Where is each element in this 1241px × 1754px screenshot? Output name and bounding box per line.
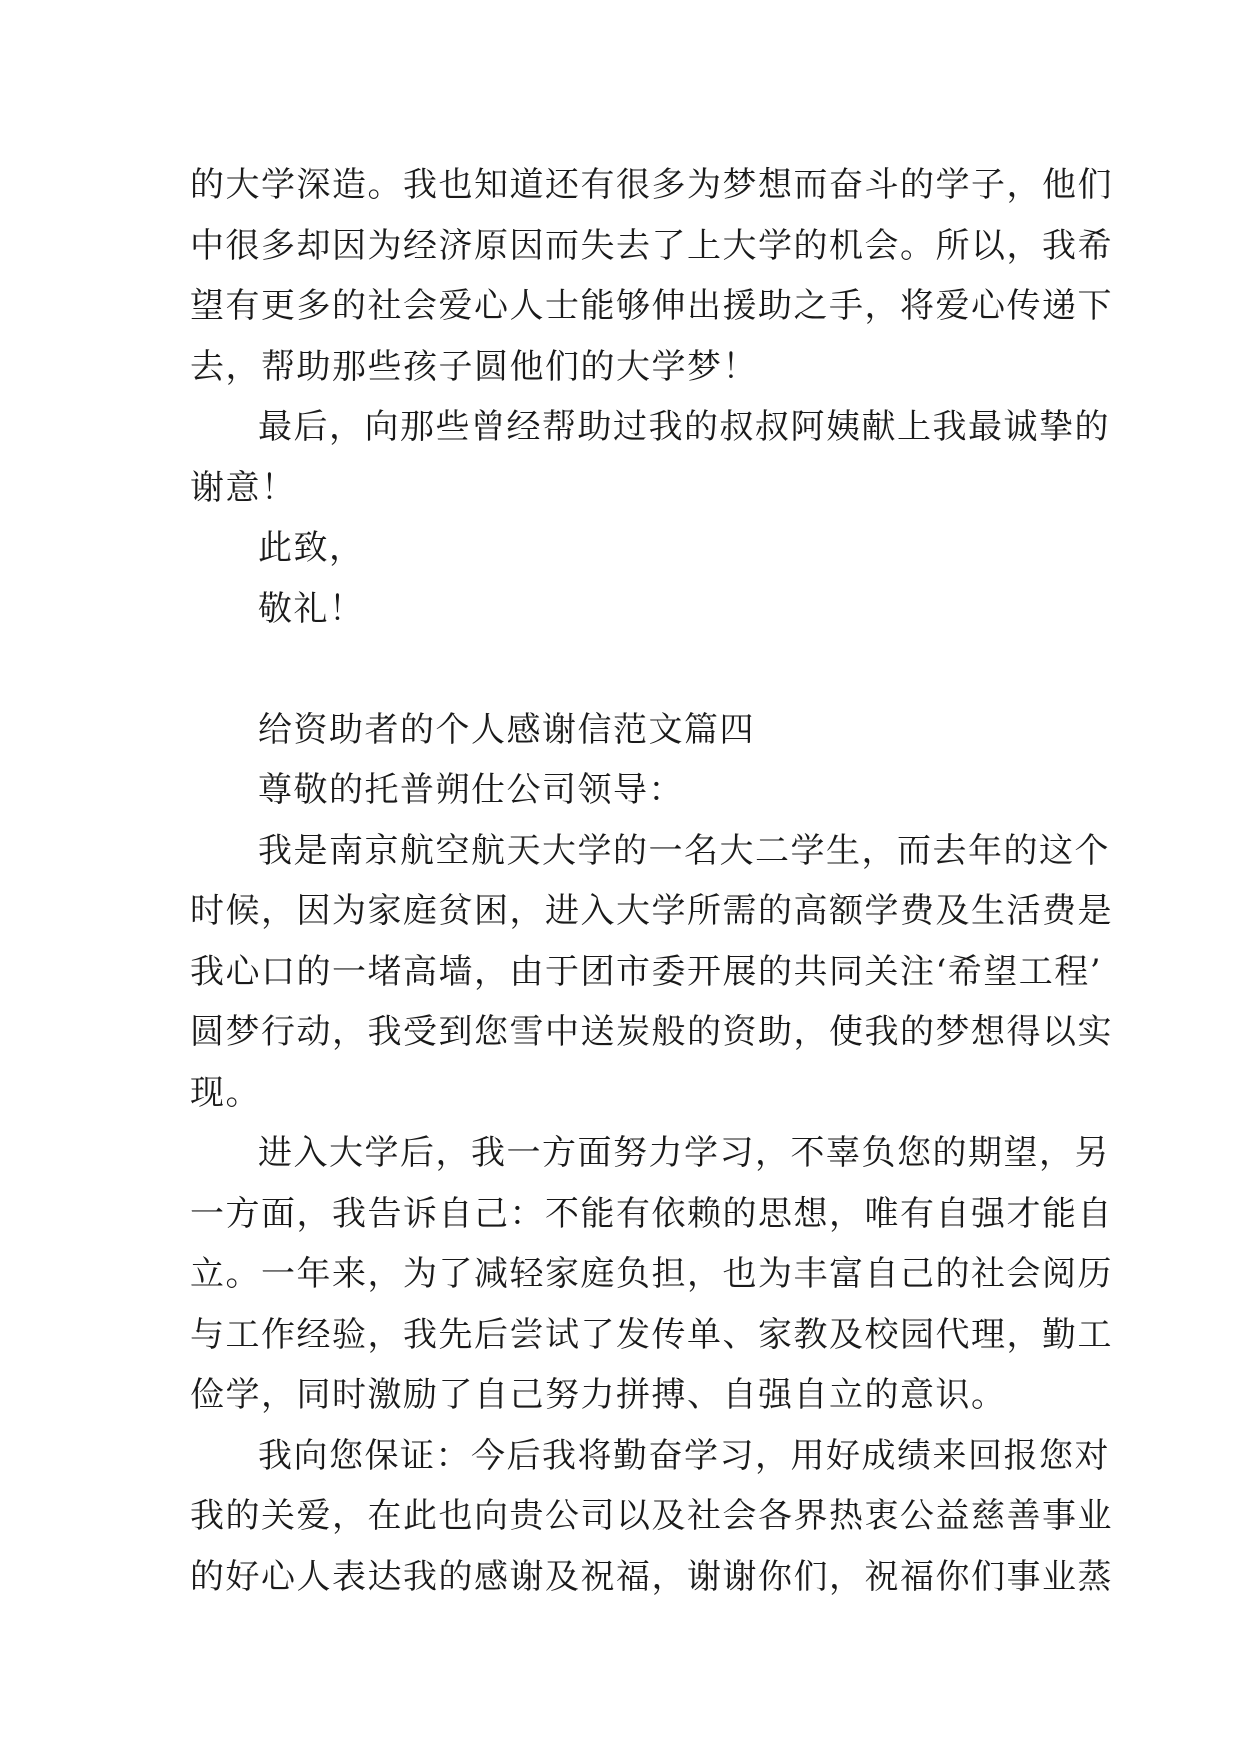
text-line: 中很多却因为经济原因而失去了上大学的机会。所以，我希 [190, 225, 1113, 266]
text-line: 最后，向那些曾经帮助过我的叔叔阿姨献上我最诚挚的 [258, 407, 1110, 447]
paragraph-1 [190, 821, 1113, 1124]
text-line: 进入大学后，我一方面努力学习，不辜负您的期望，另 [258, 1133, 1110, 1173]
paragraph-2 [190, 1123, 1113, 1426]
text-line: 望有更多的社会爱心人士能够伸出援助之手，将爱心传递下 [190, 286, 1113, 326]
letter-body [190, 155, 1113, 1607]
text-line: 时候，因为家庭贫困，进入大学所需的高额学费及生活费是 [190, 891, 1113, 931]
closing-block [190, 518, 1060, 639]
text-line: 现。 [190, 1072, 261, 1113]
text-line: 与工作经验，我先后尝试了发传单、家教及校园代理，勤工 [190, 1314, 1113, 1355]
text-line: 我是南京航空航天大学的一名大二学生，而去年的这个 [258, 830, 1110, 871]
text-line: 立。一年来，为了减轻家庭负担，也为丰富自己的社会阅历 [190, 1254, 1113, 1294]
text-line: 的好心人表达我的感谢及祝福，谢谢你们，祝福你们事业蒸 [190, 1556, 1113, 1597]
text-line: 我向您保证：今后我将勤奋学习，用好成绩来回报您对 [258, 1435, 1110, 1476]
text-line: 的大学深造。我也知道还有很多为梦想而奋斗的学子，他们 [190, 165, 1113, 205]
blank-line [190, 639, 1060, 700]
text-line: 一方面，我告诉自己：不能有依赖的思想，唯有自强才能自 [190, 1193, 1113, 1234]
text-line: 俭学，同时激励了自己努力拼搏、自强自立的意识。 [190, 1375, 1007, 1415]
closing-line: 敬礼！ [258, 588, 365, 629]
text-line: 圆梦行动，我受到您雪中送炭般的资助，使我的梦想得以实 [190, 1012, 1113, 1052]
paragraph-3 [190, 1426, 1113, 1608]
text-line: 我的关爱，在此也向贵公司以及社会各界热衷公益慈善事业 [190, 1496, 1113, 1536]
text-line: 谢意！ [190, 467, 297, 508]
paragraph-thanks [190, 397, 1110, 518]
text-line: 去，帮助那些孩子圆他们的大学梦！ [190, 346, 758, 387]
salutation: 尊敬的托普朔仕公司领导： [258, 770, 684, 810]
article-title: 给资助者的个人感谢信范文篇四 [258, 709, 755, 750]
paragraph-continuation [190, 155, 1113, 397]
closing-line: 此致， [258, 528, 365, 568]
text-line: 我心口的一堵高墙，由于团市委开展的共同关注‘希望工程’ [190, 951, 1103, 992]
